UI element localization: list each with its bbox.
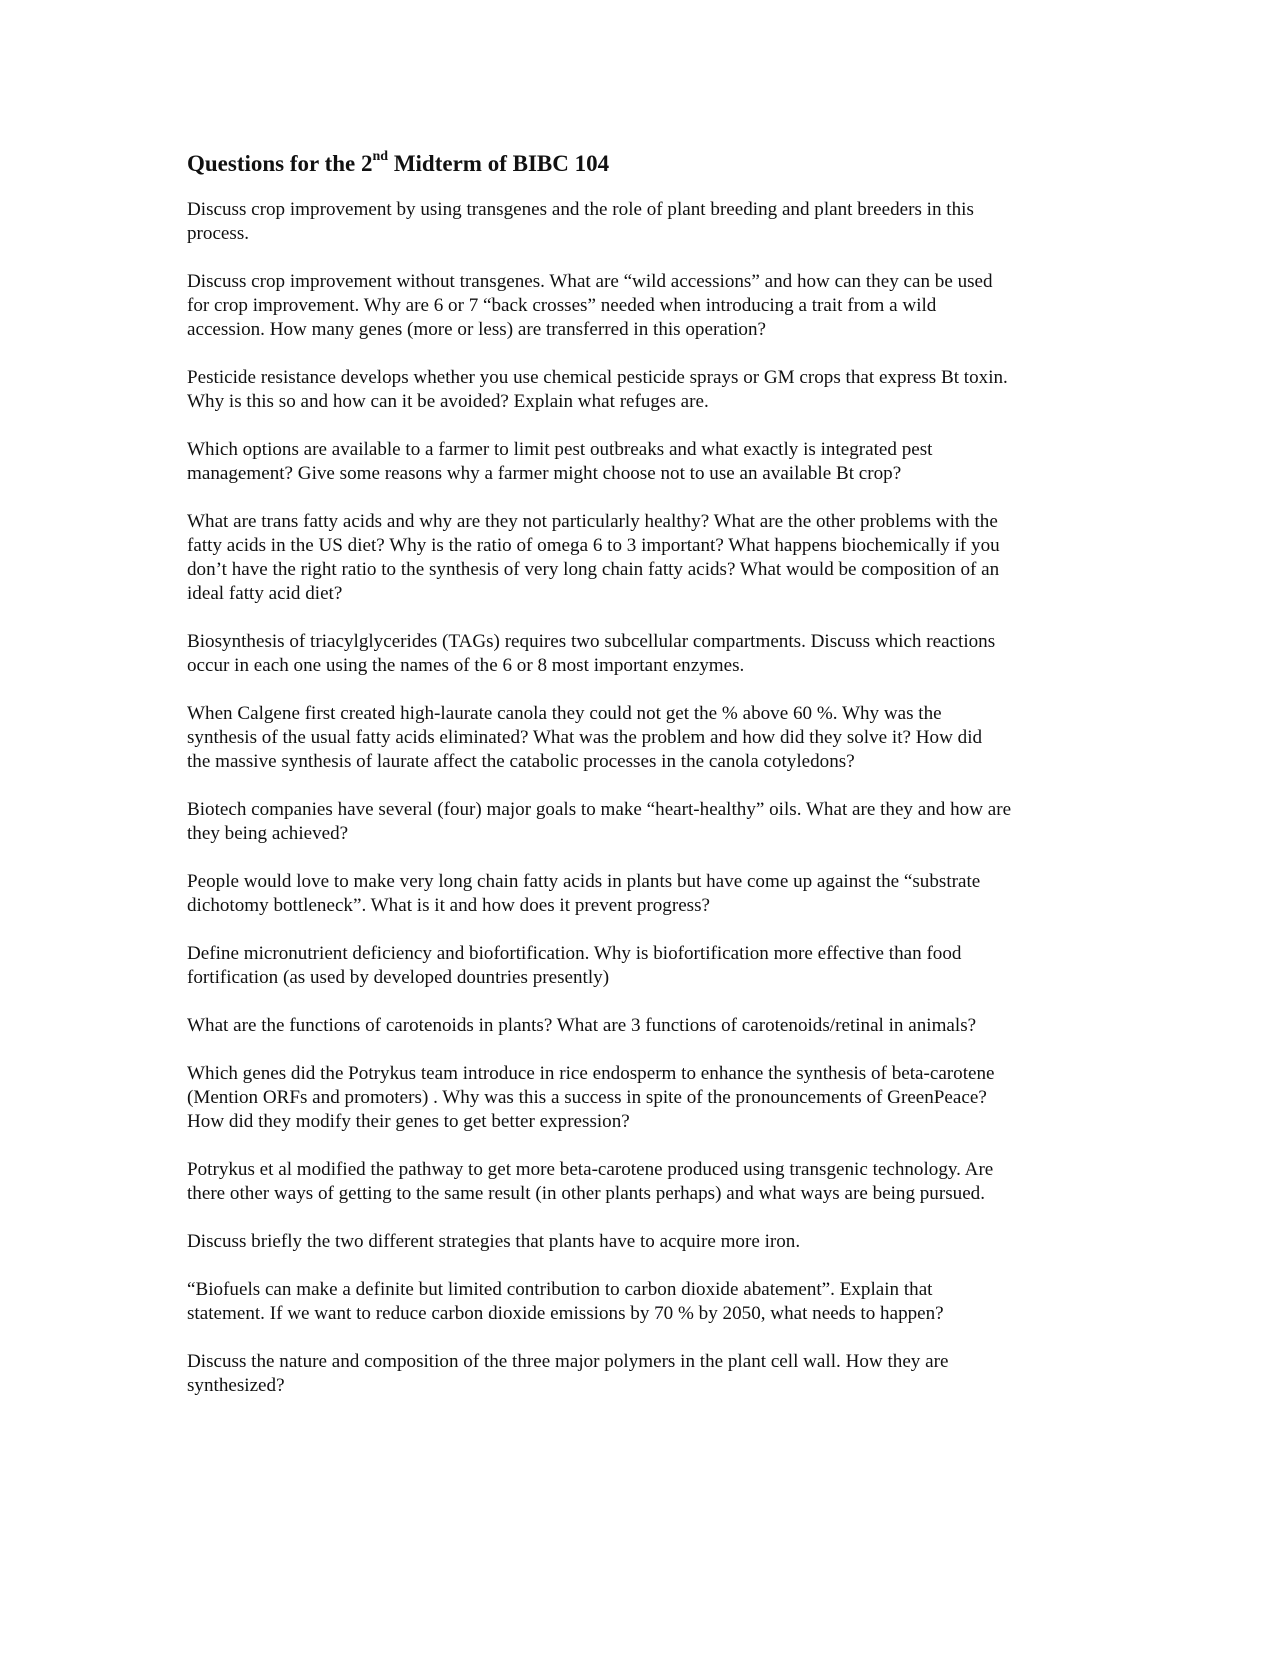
question-paragraph (187, 702, 1097, 774)
question-paragraph (187, 1278, 1097, 1326)
question-line: there other ways of getting to the same result (in other plants perhaps) and what ways are being pursued. (187, 1183, 985, 1204)
question-paragraph (187, 1350, 1097, 1398)
question-list (187, 198, 1097, 1398)
question-line: fortification (as used by developed dountries presently) (187, 967, 610, 988)
question-paragraph (187, 510, 1097, 606)
question-line: Define micronutrient deficiency and biofortification. Why is biofortification more effective than food (187, 943, 962, 964)
question-line: What are trans fatty acids and why are they not particularly healthy? What are the other problems with the (187, 511, 998, 532)
question-line: don’t have the right ratio to the synthesis of very long chain fatty acids? What would be composition of an (187, 559, 1000, 580)
question-line: the massive synthesis of laurate affect the catabolic processes in the canola cotyledons? (187, 751, 855, 772)
question-paragraph (187, 270, 1097, 342)
question-line: Discuss the nature and composition of the three major polymers in the plant cell wall. How they are (187, 1351, 949, 1372)
question-paragraph (187, 366, 1097, 414)
question-line: fatty acids in the US diet? Why is the ratio of omega 6 to 3 important? What happens biochemically if you (187, 535, 1000, 556)
question-line: Which options are available to a farmer to limit pest outbreaks and what exactly is integrated pest (187, 439, 933, 460)
question-line: they being achieved? (187, 823, 349, 844)
title-prefix: Questions for the 2 (187, 151, 373, 176)
question-paragraph (187, 438, 1097, 486)
question-line: Potrykus et al modified the pathway to get more beta-carotene produced using transgenic technology. Are (187, 1159, 994, 1180)
question-line: “Biofuels can make a definite but limited contribution to carbon dioxide abatement”. Explain that (187, 1279, 933, 1300)
question-line: Pesticide resistance develops whether you use chemical pesticide sprays or GM crops that express Bt toxin. (187, 367, 1008, 388)
question-line: How did they modify their genes to get better expression? (187, 1111, 630, 1132)
question-line: Biotech companies have several (four) major goals to make “heart-healthy” oils. What are they and how are (187, 799, 1012, 820)
document-title (187, 148, 1097, 180)
question-paragraph (187, 1014, 1097, 1038)
title-superscript: nd (372, 149, 389, 165)
question-paragraph (187, 798, 1097, 846)
question-line: dichotomy bottleneck”. What is it and how does it prevent progress? (187, 895, 711, 916)
question-line: When Calgene first created high-laurate canola they could not get the % above 60 %. Why was the (187, 703, 942, 724)
question-line: Discuss briefly the two different strategies that plants have to acquire more iron. (187, 1231, 801, 1252)
question-line: synthesis of the usual fatty acids eliminated? What was the problem and how did they solve it? How did (187, 727, 983, 748)
title-suffix: Midterm of BIBC 104 (388, 151, 610, 176)
question-line: What are the functions of carotenoids in plants? What are 3 functions of carotenoids/retinal in animals? (187, 1015, 977, 1036)
question-line: ideal fatty acid diet? (187, 583, 343, 604)
question-line: statement. If we want to reduce carbon dioxide emissions by 70 % by 2050, what needs to happen? (187, 1303, 944, 1324)
question-line: People would love to make very long chain fatty acids in plants but have come up against the “substrate (187, 871, 981, 892)
question-line: Which genes did the Potrykus team introduce in rice endosperm to enhance the synthesis of beta-carotene (187, 1063, 995, 1084)
question-paragraph (187, 942, 1097, 990)
question-line: Discuss crop improvement by using transgenes and the role of plant breeding and plant breeders in this (187, 199, 974, 220)
question-paragraph (187, 1158, 1097, 1206)
question-line: (Mention ORFs and promoters) . Why was this a success in spite of the pronouncements of GreenPeace? (187, 1087, 987, 1108)
question-paragraph (187, 198, 1097, 246)
question-line: occur in each one using the names of the 6 or 8 most important enzymes. (187, 655, 745, 676)
question-line: for crop improvement. Why are 6 or 7 “back crosses” needed when introducing a trait from a wild (187, 295, 937, 316)
question-line: Biosynthesis of triacylglycerides (TAGs) requires two subcellular compartments. Discuss which reactions (187, 631, 996, 652)
document-page (187, 148, 1097, 1422)
question-line: management? Give some reasons why a farmer might choose not to use an available Bt crop? (187, 463, 902, 484)
question-line: synthesized? (187, 1375, 285, 1396)
question-paragraph (187, 1062, 1097, 1134)
question-paragraph (187, 630, 1097, 678)
question-line: Discuss crop improvement without transgenes. What are “wild accessions” and how can they can be used (187, 271, 993, 292)
question-line: Why is this so and how can it be avoided? Explain what refuges are. (187, 391, 709, 412)
question-line: process. (187, 223, 250, 244)
question-line: accession. How many genes (more or less) are transferred in this operation? (187, 319, 766, 340)
question-paragraph (187, 870, 1097, 918)
question-paragraph (187, 1230, 1097, 1254)
